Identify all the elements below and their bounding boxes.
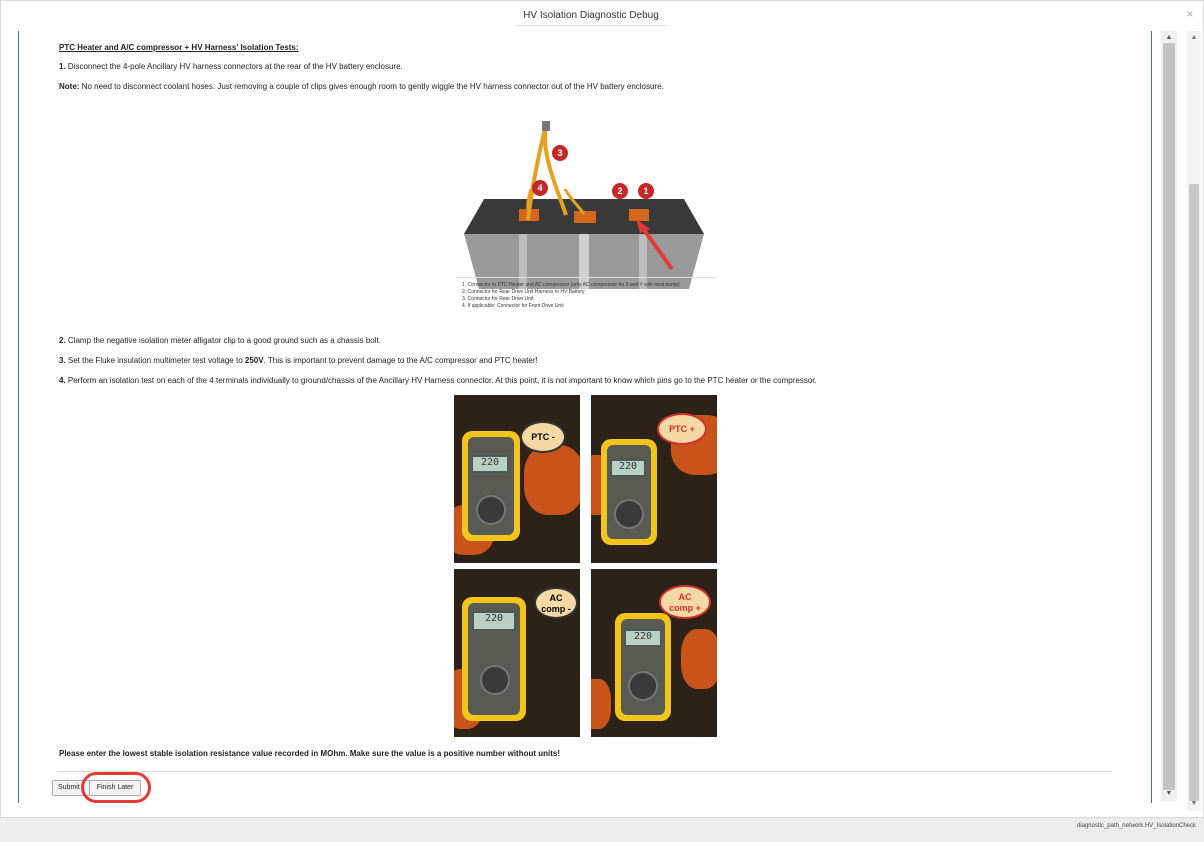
- meter-dial: [614, 499, 644, 529]
- callout-4: 4: [532, 180, 548, 196]
- step-2-text: Clamp the negative isolation meter alligator clip to a good ground such as a chassis bolt.: [65, 336, 381, 345]
- step-3: [59, 356, 538, 365]
- step-4: [59, 376, 817, 385]
- label-line-2: comp +: [669, 603, 701, 613]
- step-1-number: 1.: [59, 62, 66, 71]
- battery-enclosure-illustration: [464, 189, 704, 289]
- note: [59, 82, 664, 91]
- step-3-voltage: 250V: [244, 356, 264, 365]
- meter-reading: 220: [472, 611, 516, 631]
- meter-dial: [480, 665, 510, 695]
- close-icon[interactable]: ×: [1186, 7, 1194, 21]
- scroll-up-arrow-icon[interactable]: ▲: [1190, 34, 1198, 41]
- step-2-number: 2.: [59, 336, 66, 345]
- scroll-down-arrow-icon[interactable]: ▼: [1190, 800, 1198, 807]
- scroll-up-arrow-icon[interactable]: ▲: [1165, 34, 1173, 41]
- step-1-text: Disconnect the 4-pole Ancillary HV harness connectors at the rear of the HV battery enclosure.: [65, 62, 403, 71]
- meter-reading: 220: [624, 629, 662, 647]
- photo-ac-comp-minus: [454, 569, 580, 737]
- dialog-title-text: HV Isolation Diagnostic Debug: [515, 10, 667, 26]
- submit-button[interactable]: Submit: [52, 780, 90, 796]
- note-text: No need to disconnect coolant hoses. Just removing a couple of clips gives enough room to gently wiggle the HV harness connector out of the HV battery enclosure.: [79, 82, 664, 91]
- dialog-scrollbar[interactable]: [1187, 31, 1201, 811]
- legend-item: 2. Connector for Rear Drive Unit Harness to HV Battery: [462, 289, 585, 295]
- label-bubble: PTC +: [657, 413, 707, 445]
- callout-3: 3: [552, 145, 568, 161]
- cable-illustration: [516, 115, 576, 235]
- step-4-number: 4.: [59, 376, 66, 385]
- photo-ac-comp-plus: [591, 569, 717, 737]
- step-2: [59, 336, 381, 345]
- label-line-2: comp -: [541, 604, 571, 614]
- label-line-1: AC: [549, 593, 563, 603]
- photo-ptc-minus: [454, 395, 580, 563]
- label-bubble: [659, 585, 711, 619]
- note-label: Note:: [59, 82, 80, 91]
- step-3-number: 3.: [59, 356, 66, 365]
- photo-ptc-plus: [591, 395, 717, 563]
- meter-reading: 220: [471, 455, 509, 473]
- step-1: [59, 62, 403, 71]
- battery-connector-diagram: [456, 101, 716, 321]
- scrollbar-thumb[interactable]: [1189, 184, 1199, 801]
- meter-dial: [628, 671, 658, 701]
- diagram-legend: [456, 277, 716, 310]
- input-prompt: Please enter the lowest stable isolation resistance value recorded in MOhm. Make sure the value is a positive number without units!: [59, 749, 561, 758]
- meter-reading: 220: [610, 459, 646, 477]
- content-scrollbar[interactable]: [1161, 31, 1177, 801]
- glove-shape: [681, 629, 717, 689]
- label-bubble: [534, 587, 578, 619]
- glove-shape: [524, 445, 580, 515]
- step-4-text: Perform an isolation test on each of the 4 terminals individually to ground/chassis of the Ancillary HV Harness connector. At this point, it is not important to know which pins go to the PTC heater or the compressor.: [65, 376, 817, 385]
- dialog-title: [1, 10, 1181, 26]
- meter-dial: [476, 495, 506, 525]
- divider: [57, 771, 1112, 772]
- legend-item: 1. Connector to PTC Heater and AC compressor (only AC compressor for 3 and Y with heat pump): [462, 282, 680, 288]
- step-3-text-b: . This is important to prevent damage to the A/C compressor and PTC heater!: [263, 356, 538, 365]
- legend-item: 4. If applicable: Connector for Front Drive Unit: [462, 303, 564, 309]
- legend-item: 3. Connector for Rear Drive Unit: [462, 296, 534, 302]
- step-3-text-a: Set the Fluke insulation multimeter test voltage to: [65, 356, 245, 365]
- label-bubble: PTC -: [520, 421, 566, 453]
- callout-1: 1: [638, 183, 654, 199]
- section-heading: PTC Heater and A/C compressor + HV Harness' Isolation Tests:: [59, 43, 299, 52]
- diagnostic-path-label: diagnostic_path_network.HV_IsolationCheck: [1076, 823, 1196, 829]
- content-frame: [18, 31, 1152, 803]
- title-bar: [1, 1, 1204, 29]
- scrollbar-thumb[interactable]: [1163, 43, 1175, 790]
- callout-2: 2: [612, 183, 628, 199]
- scroll-down-arrow-icon[interactable]: ▼: [1165, 790, 1173, 797]
- label-line-1: AC: [678, 592, 692, 602]
- finish-later-button[interactable]: Finish Later: [89, 780, 141, 796]
- glove-shape: [591, 679, 611, 729]
